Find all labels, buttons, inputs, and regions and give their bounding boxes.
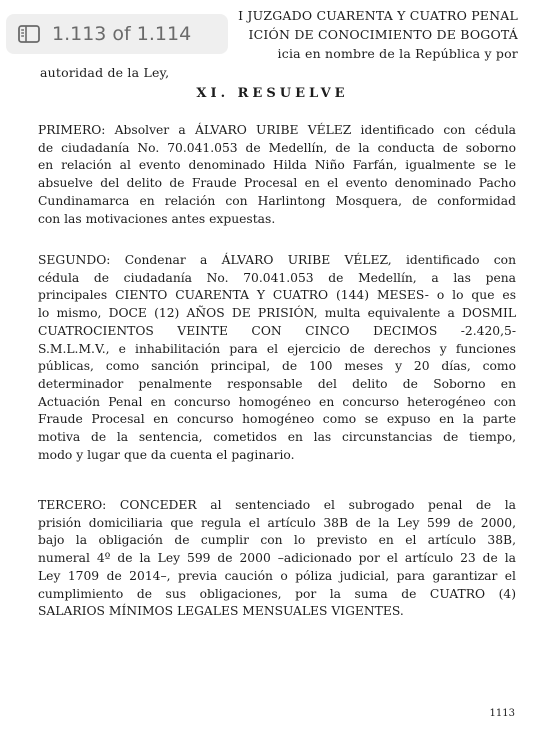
text-line: TERCERO: CONCEDER al sentenciado el subrogado penal de la bbox=[38, 498, 516, 512]
text-line: CUATROCIENTOS VEINTE CON CINCO DECIMOS -2.420,5- bbox=[38, 323, 516, 338]
header-line-1: I JUZGADO CUARENTA Y CUATRO PENAL bbox=[238, 8, 518, 23]
text-line: lo mismo, DOCE (12) AÑOS DE PRISIÓN, multa equivalente a DOSMIL bbox=[38, 306, 516, 321]
text-line: cumplimiento de sus obligaciones, por la suma de CUATRO (4) bbox=[38, 586, 516, 601]
text-line: principales CIENTO CUARENTA Y CUATRO (144) MESES- o lo que es bbox=[38, 288, 516, 303]
text-line: cédula de ciudadanía No. 70.041.053 de Medellín, a las pena bbox=[38, 270, 516, 285]
text-line: SALARIOS MÍNIMOS LEGALES MENSUALES VIGENTES. bbox=[38, 604, 404, 619]
header-line-2: ICIÓN DE CONOCIMIENTO DE BOGOTÁ bbox=[248, 27, 518, 42]
text-line: SEGUNDO: Condenar a ÁLVARO URIBE VÉLEZ, identificado con bbox=[38, 253, 516, 267]
text-line: públicas, como sanción principal, de 100 meses y 20 días, como bbox=[38, 359, 516, 374]
text-line: Cundinamarca en relación con Harlintong Mosquera, de conformidad bbox=[38, 193, 516, 208]
text-line: PRIMERO: Absolver a ÁLVARO URIBE VÉLEZ identificado con cédula bbox=[38, 123, 516, 137]
text-line: absuelve del delito de Fraude Procesal en el evento denominado Pacho bbox=[38, 176, 516, 191]
text-line: Fraude Procesal en concurso homogéneo como se expuso en la parte bbox=[38, 412, 516, 427]
header-line-3: icia en nombre de la República y por bbox=[277, 46, 518, 61]
text-line: prisión domiciliaria que regula el artículo 38B de la Ley 599 de 2000, bbox=[38, 515, 516, 530]
header-line-4: autoridad de la Ley, bbox=[40, 65, 170, 80]
text-line: modo y lugar que da cuenta el paginario. bbox=[38, 447, 295, 462]
text-line: de ciudadanía No. 70.041.053 de Medellín, de la conducta de soborno bbox=[38, 140, 516, 155]
section-title: XI. RESUELVE bbox=[196, 86, 349, 101]
text-line: en relación al evento denominado Hilda Niño Farfán, igualmente se le bbox=[38, 158, 516, 173]
text-line: determinador penalmente responsable del delito de Soborno en bbox=[38, 376, 516, 391]
page-number: 1113 bbox=[489, 708, 515, 719]
paragraph-tercero bbox=[38, 497, 516, 621]
text-line: con las motivaciones antes expuestas. bbox=[38, 211, 276, 226]
text-line: motiva de la sentencia, cometidos en las circunstancias de tiempo, bbox=[38, 430, 516, 445]
paragraph-primero bbox=[38, 122, 516, 228]
sidebar-icon[interactable] bbox=[18, 25, 40, 43]
text-line: bajo la obligación de cumplir con lo previsto en el artículo 38B, bbox=[38, 533, 516, 548]
text-line: Actuación Penal en concurso homogéneo en concurso heterogéneo con bbox=[38, 394, 516, 409]
text-line: numeral 4º de la Ley 599 de 2000 –adicionado por el artículo 23 de la bbox=[38, 551, 516, 566]
paragraph-segundo bbox=[38, 252, 516, 464]
text-line: S.M.L.M.V., e inhabilitación para el ejercicio de derechos y funciones bbox=[38, 341, 516, 356]
page-indicator-label: 1.113 of 1.114 bbox=[52, 23, 192, 45]
page-indicator[interactable] bbox=[6, 14, 228, 54]
text-line: Ley 1709 de 2014–, previa caución o póliza judicial, para garantizar el bbox=[38, 568, 516, 583]
